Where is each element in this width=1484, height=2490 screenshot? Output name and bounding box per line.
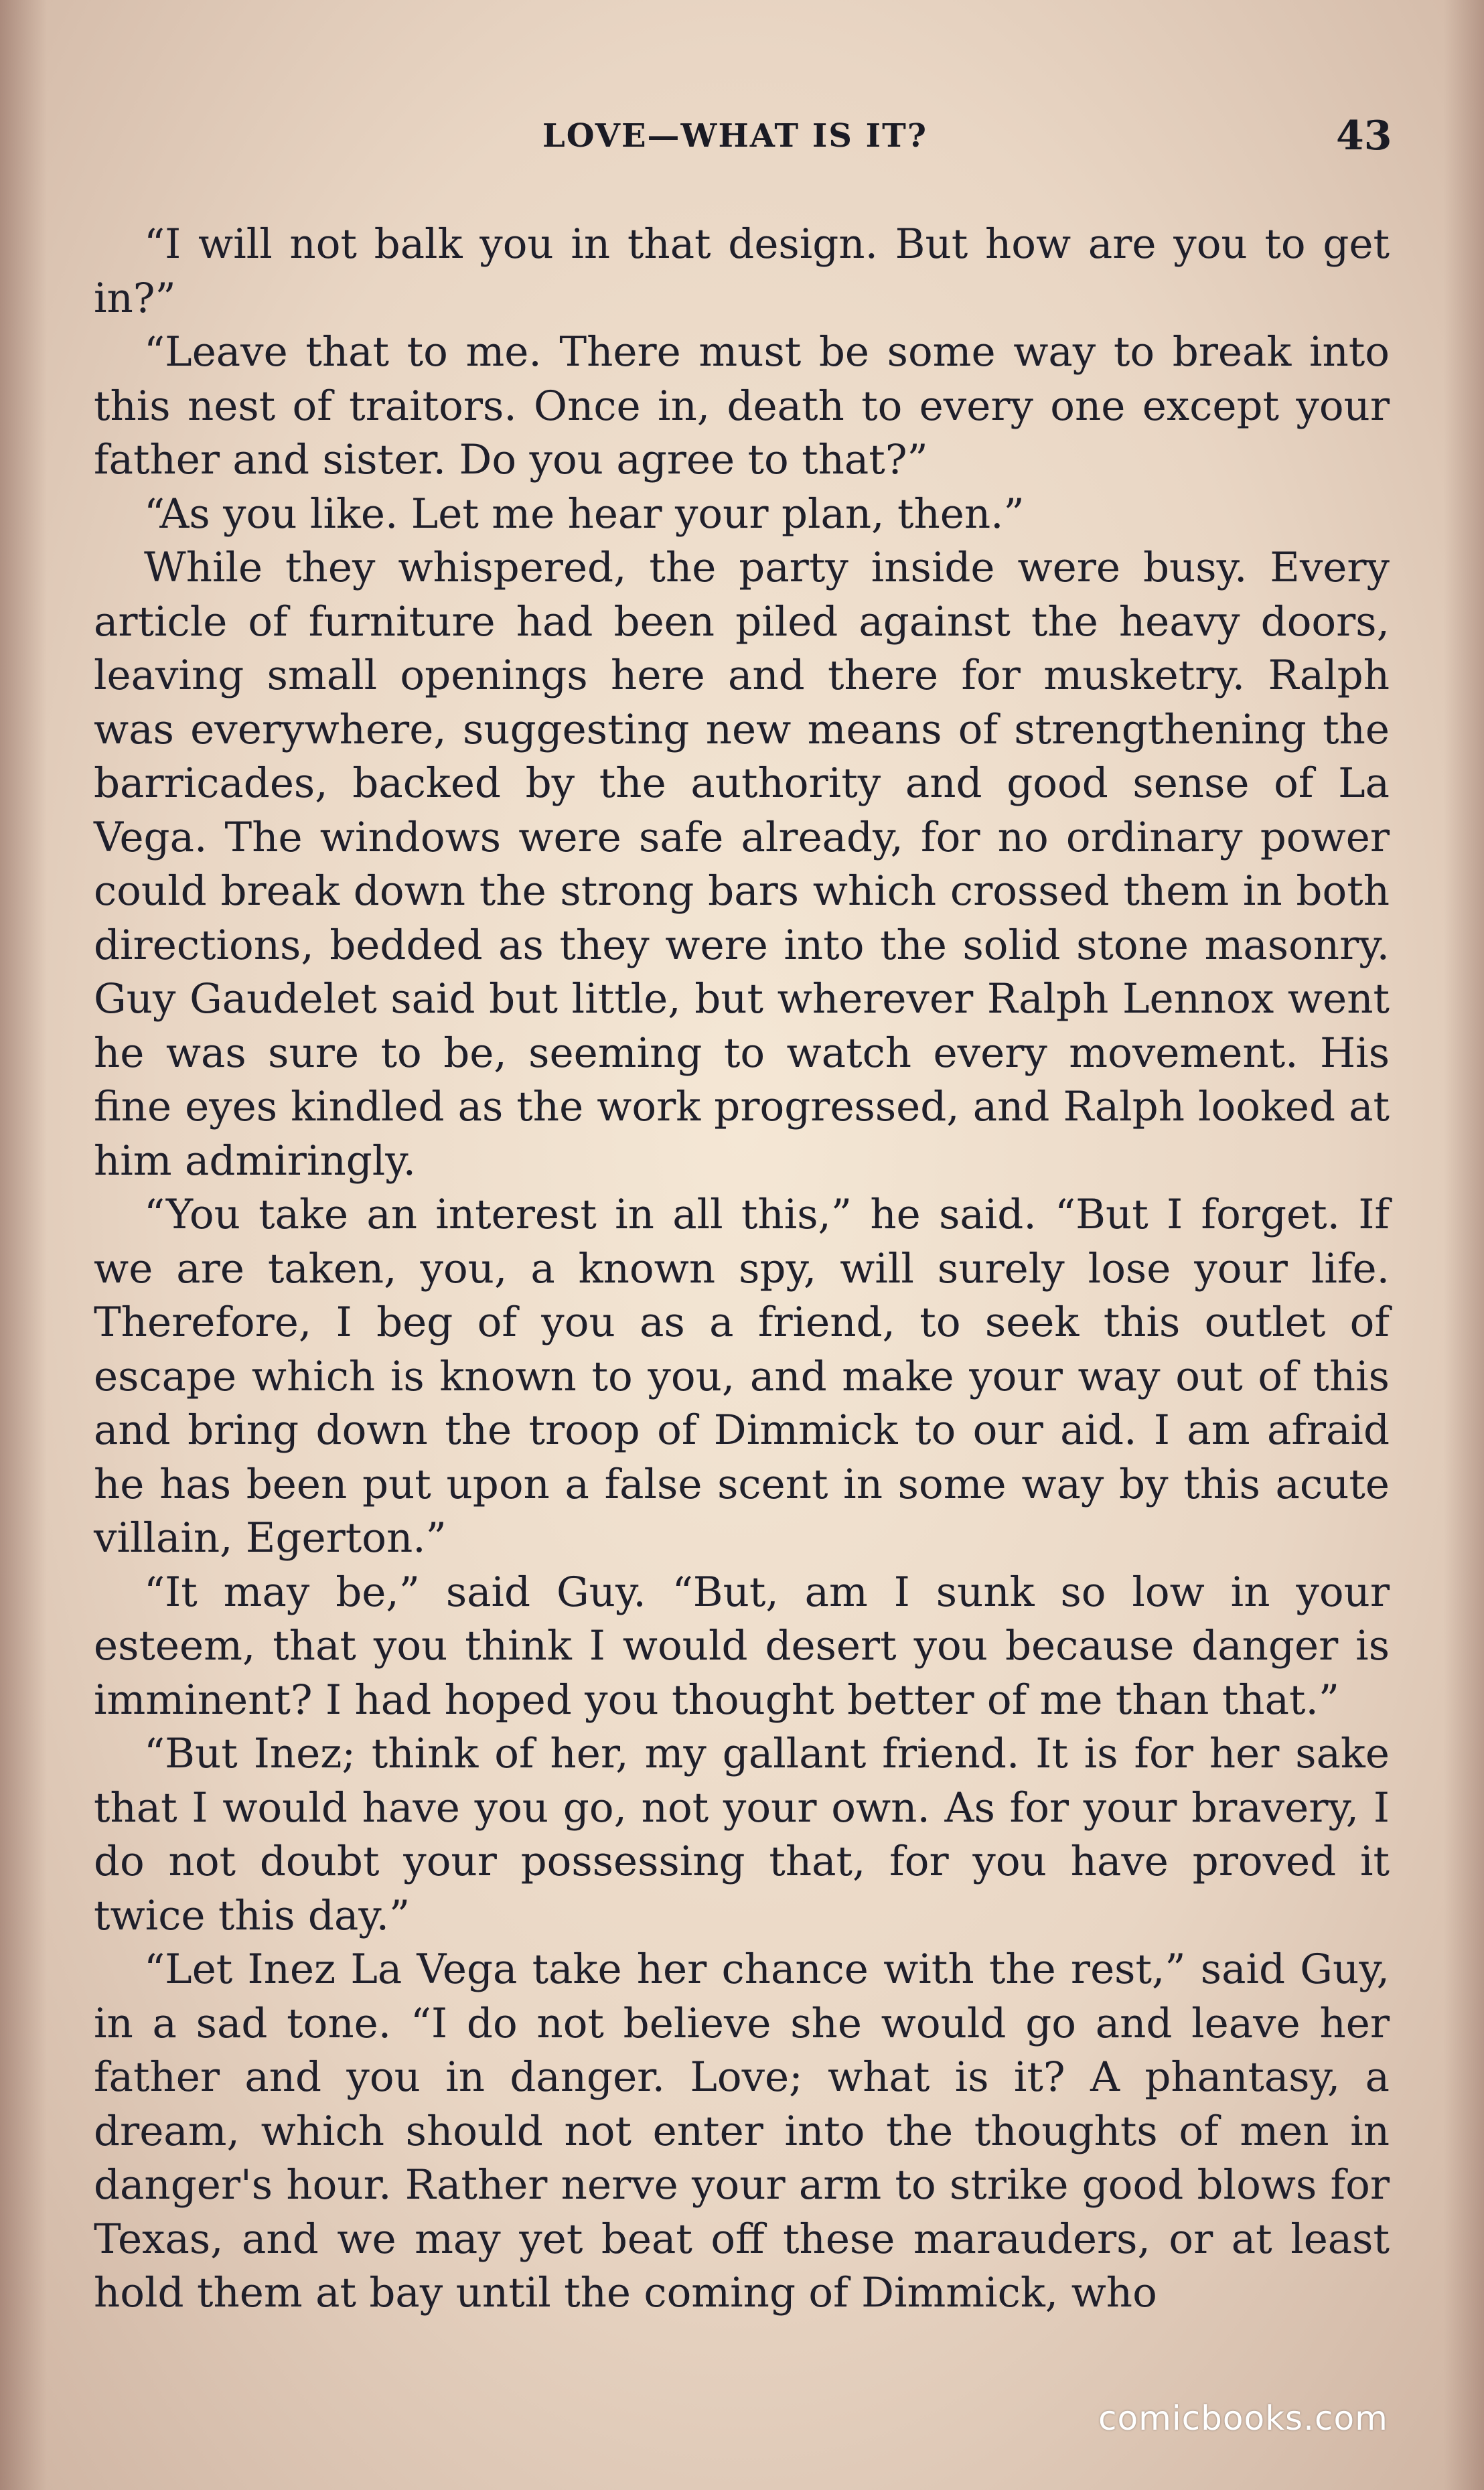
- paragraph: “As you like. Let me hear your plan, then.”: [144, 490, 1025, 538]
- body-text: [94, 218, 1390, 2321]
- page-number: 43: [1336, 113, 1392, 159]
- paragraph: “I will not balk you in that design. But how are you to get in?”: [94, 220, 1390, 322]
- paragraph: “But Inez; think of her, my gallant friend. It is for her sake that I would have you go, not your own. As for your bravery, I do not doubt your possessing that, for you have proved it twice this day.”: [94, 1730, 1390, 1939]
- paragraph: “Let Inez La Vega take her chance with the rest,” said Guy, in a sad tone. “I do not believe she would go and leave her father and you in danger. Love; what is it? A phantasy, a dream, which should not enter into the thoughts of men in danger's hour. Rather nerve your arm to strike good blows for Texas, and we may yet beat off these marauders, or at least hold them at bay until the coming of Dimmick, who: [94, 1946, 1390, 2317]
- watermark: comicbooks.com: [1098, 2399, 1388, 2438]
- page-edge-shadow-right: [1444, 0, 1484, 2490]
- page-edge-shadow-left: [0, 0, 47, 2490]
- paragraph: “Leave that to me. There must be some way to break into this nest of traitors. Once in, death to every one except your father and sister. Do you agree to that?”: [94, 328, 1390, 484]
- paragraph: “You take an interest in all this,” he said. “But I forget. If we are taken, you, a known spy, will surely lose your life. Therefore, I beg of you as a friend, to seek this outlet of escape which is known to you, and make your way out of this and bring down the troop of Dimmick to our aid. I am afraid he has been put upon a false scent in some way by this acute villain, Egerton.”: [94, 1191, 1390, 1562]
- running-head: LOVE—WHAT IS IT?: [542, 117, 928, 155]
- paragraph: “It may be,” said Guy. “But, am I sunk so low in your esteem, that you think I would desert you because danger is imminent? I had hoped you thought better of me than that.”: [94, 1568, 1390, 1724]
- paragraph: While they whispered, the party inside were busy. Every article of furniture had been piled against the heavy doors, leaving small openings here and there for musketry. Ralph was everywhere, suggesting new means of strengthening the barricades, backed by the authority and good sense of La Vega. The windows were safe already, for no ordinary power could break down the strong bars which crossed them in both directions, bedded as they were into the solid stone masonry. Guy Gaudelet said but little, but wherever Ralph Lennox went he was sure to be, seeming to watch every movement. His fine eyes kindled as the work progressed, and Ralph looked at him admiringly.: [94, 544, 1390, 1185]
